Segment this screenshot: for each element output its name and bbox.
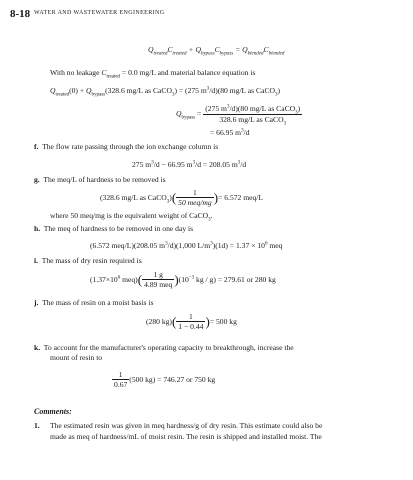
comment-line-2: made as meq of hardness/mL of moist resin. The resin is shipped and installed moist. The xyxy=(50,432,322,441)
eq-j: (280 kg)( $\frac{1}{1 - 0.44}$ )= 500 kg xyxy=(146,312,237,331)
item-i: i. The mass of dry resin required is xyxy=(34,256,142,265)
item-j: j. The mass of resin on a moist basis is xyxy=(34,298,154,307)
eq-k: $\frac{1}{0.67}$ (500 kg) = 746.27 or 750 kg xyxy=(114,370,216,389)
comment-line-1: The estimated resin was given in meq hardness/g of dry resin. This estimate could also be xyxy=(50,421,323,430)
material-balance-equation: $Q_{treated}C_{treated} + Q_{bypass}C_{bypass} = Q_{blended}C_{blended}$ xyxy=(148,45,285,57)
page-number: 8-18 xyxy=(10,8,31,20)
q-bypass-expression: $Q_{bypass}$ = $\frac{(275 m^3/d)(80 mg/L as CaCO_3)}{328.6 mg/L as CaCO_3}$ xyxy=(176,104,301,127)
eq-i: ($1.37\times 10^6$ meq)( $\frac{1 g}{\text{4.89 meq}}$ )($10^{-3}$ kg / g) = 279.61 or 280 kg xyxy=(90,270,276,289)
q-bypass-result: = 66.95 $m^3/d$ xyxy=(210,128,250,137)
eq-h: (6.572 meq/L)(208.05 $m^3/d)(1,000$ $L/m^3)(1d) = 1.37 \times 10^6$ meq xyxy=(90,241,283,250)
item-g: g. The meq/L of hardness to be removed is xyxy=(34,175,166,184)
balance-lhs: $Q_{treated}(0) + Q_{bypass}(328.6$ mg/L as CaCO$_3$) = (275 $m^3/d)(80$ mg/L as CaCO$_3$) xyxy=(50,86,281,98)
eq-f: 275 $m^3/d - 66.95$ $m^3/d = 208.05$ $m^3/d$ xyxy=(132,160,247,169)
running-title: WATER AND WASTEWATER ENGINEERING xyxy=(34,10,165,16)
item-f: f. The flow rate passing through the ion exchange column is xyxy=(34,142,219,151)
item-k: k. To account for the manufacturer's operating capacity to breakthrough, increase the xyxy=(34,343,294,352)
comments-heading: Comments: xyxy=(34,407,72,416)
no-leakage-text: With no leakage $C_{treated} = 0.0$ mg/L and material balance equation is xyxy=(50,68,256,80)
comment-number: 1. xyxy=(34,421,40,430)
item-k-continuation: mount of resin to xyxy=(50,353,103,362)
eq-g: (328.6 mg/L as CaCO$_3$)( $\frac{1}{\text{50 meq/mg}}$ )= 6.572 meq/L xyxy=(100,188,264,207)
item-h: h. The meq of hardness to be removed in one day is xyxy=(34,224,194,233)
equivalent-weight-text: where 50 meq/mg is the equivalent weight of CaCO$_3$. xyxy=(50,211,213,223)
